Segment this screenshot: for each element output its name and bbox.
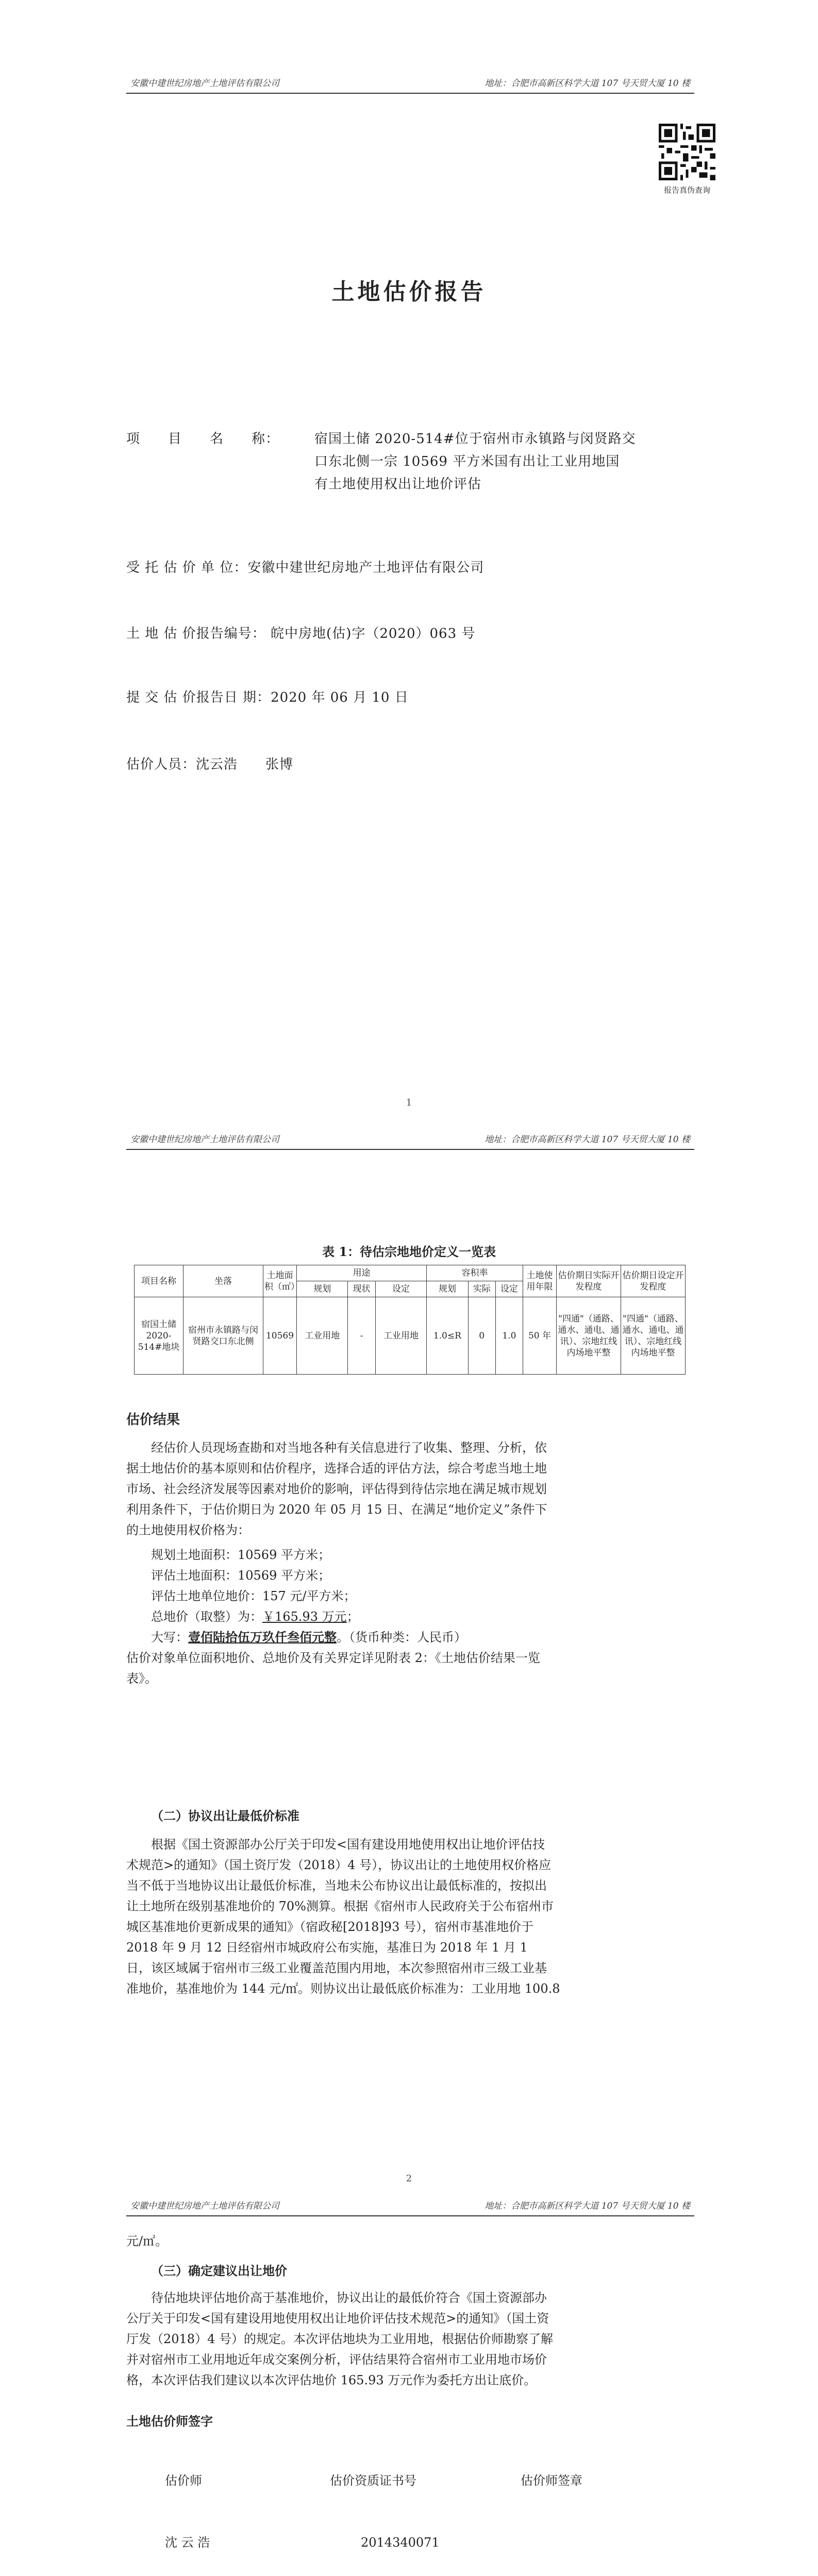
result-paragraph <box>126 1437 693 1689</box>
th-project: 项目名称 <box>135 1265 183 1297</box>
th-dev-set: 估价期日设定开发程度 <box>621 1265 686 1297</box>
col-appraiser: 估价师 <box>165 2473 202 2488</box>
text-line: 当不低于当地协议出让最低价标准，当地未公布协议出让最低标准的，按拟出 <box>126 1878 547 1893</box>
text-line: 待估地块评估地价高于基准地价，协议出让的最低价符合《国土资源部办 <box>151 2291 547 2305</box>
report-title: 土地估价报告 <box>331 279 487 305</box>
text-line: 厅发（2018）4 号）的规定。本次评估地块为工业用地，根据估价师勘察了解 <box>126 2332 553 2346</box>
section2-continuation: 元/㎡。 <box>126 2234 168 2248</box>
text-line: 让土地所在级别基准地价的 70%测算。根据《宿州市人民政府关于公布宿州市 <box>126 1899 554 1913</box>
signature-heading: 土地估价师签字 <box>126 2414 213 2429</box>
text-line: 估价对象单位面积地价、总地价及有关界定详见附表 2：《土地估价结果一览 <box>126 1651 540 1665</box>
land-price-table <box>134 1265 686 1375</box>
header-address: 地址：合肥市高新区科学大道 107 号天贸大厦 10 楼 <box>485 2201 690 2211</box>
col-cert-no: 估价资质证书号 <box>330 2473 416 2488</box>
unit-price: 评估土地单位地价：157 元/平方米； <box>151 1589 356 1603</box>
report-date-line: 提 交 估 价报告日 期：2020 年 06 月 10 日 <box>126 690 409 705</box>
table-row <box>135 1297 686 1375</box>
text-line: 术规范>的通知》（国土资厅发（2018）4 号），协议出让的土地使用权价格应 <box>126 1858 552 1872</box>
text-line: 据土地估价的基本原则和估价程序，选择合适的评估方法，综合考虑当地土地 <box>126 1461 547 1476</box>
text-line: 的土地使用权价格为： <box>126 1523 250 1537</box>
header-address: 地址：合肥市高新区科学大道 107 号天贸大厦 10 楼 <box>485 78 690 89</box>
appraiser-name: 沈 云 浩 <box>165 2535 210 2550</box>
page-header-2 <box>126 1118 694 1150</box>
th-use: 用途 <box>297 1265 427 1281</box>
th-far: 容积率 <box>427 1265 523 1281</box>
th-far-plan: 规划 <box>427 1281 469 1297</box>
project-name <box>314 428 644 496</box>
capital-price <box>126 1627 693 1648</box>
section3-heading: （三）确定建议出让地价 <box>151 2263 287 2278</box>
text-line: 准地价，基准地价为 144 元/㎡。则协议出让最低底价标准为：工业用地 100.8 <box>126 1981 560 1996</box>
cell-far-actual: 0 <box>468 1297 495 1375</box>
page-header-1 <box>126 62 694 94</box>
text-line: 日，该区域属于宿州市三级工业覆盖范围内用地，本次参照宿州市三级工业基 <box>126 1961 547 1975</box>
appraiser-cert: 2014340071 <box>361 2535 440 2550</box>
plan-area: 规划土地面积：10569 平方米； <box>151 1548 330 1562</box>
cell-area: 10569 <box>263 1297 297 1375</box>
header-address: 地址：合肥市高新区科学大道 107 号天贸大厦 10 楼 <box>485 1134 690 1145</box>
text-line: 公厅关于印发<国有建设用地使用权出让地价评估技术规范>的通知》（国土资 <box>126 2311 549 2326</box>
th-area: 土地面积（㎡） <box>263 1265 297 1297</box>
text-line: 市场、社会经济发展等因素对地价的影响，评估得到待估宗地在满足城市规划 <box>126 1482 547 1496</box>
qr-caption: 报告真伪查询 <box>663 185 710 195</box>
page-number: 2 <box>406 2173 412 2184</box>
total-label: 总地价（取整）为： <box>151 1609 262 1624</box>
th-use-actual: 现状 <box>348 1281 375 1297</box>
th-years: 土地使用年限 <box>523 1265 557 1297</box>
section2-paragraph <box>126 1834 693 1999</box>
cell-far-set: 1.0 <box>495 1297 523 1375</box>
project-line: 有土地使用权出让地价评估 <box>314 477 482 492</box>
col-signature: 估价师签章 <box>521 2473 582 2488</box>
project-line: 宿国土储 2020-514#位于宿州市永镇路与闵贤路交 <box>314 431 636 447</box>
cell-dev-actual: "四通"（通路、通水、通电、通讯）、宗地红线内场地平整 <box>557 1297 621 1375</box>
th-location: 坐落 <box>183 1265 263 1297</box>
section3-paragraph <box>126 2287 693 2391</box>
appraisers-line: 估价人员：沈云浩 张博 <box>126 757 294 772</box>
cell-use-set: 工业用地 <box>375 1297 426 1375</box>
text-line: 经估价人员现场查勘和对当地各种有关信息进行了收集、整理、分析，依 <box>151 1440 547 1455</box>
th-dev-actual: 估价期日实际开发程度 <box>557 1265 621 1297</box>
table-header-row <box>135 1265 686 1281</box>
capital-value: 壹佰陆拾伍万玖仟叁佰元整 <box>188 1630 337 1645</box>
page-header-3 <box>126 2184 694 2216</box>
th-far-actual: 实际 <box>468 1281 495 1297</box>
qr-code-icon[interactable] <box>659 124 715 180</box>
section2-heading: （二）协议出让最低价标准 <box>151 1808 299 1823</box>
cell-dev-set: "四通"（通路、通水、通电、通讯）、宗地红线内场地平整 <box>621 1297 686 1375</box>
header-company: 安徽中建世纪房地产土地评估有限公司 <box>130 1134 279 1145</box>
total-suffix: ； <box>346 1609 359 1624</box>
cell-far-plan: 1.0≤R <box>427 1297 469 1375</box>
table-caption: 表 1：待估宗地地价定义一览表 <box>322 1244 496 1259</box>
capital-suffix: 。（货币种类：人民币） <box>337 1630 466 1645</box>
cell-project: 宿国土储 2020-514#地块 <box>135 1297 183 1375</box>
client-line: 受 托 估 价 单 位：安徽中建世纪房地产土地评估有限公司 <box>126 560 485 575</box>
eval-area: 评估土地面积：10569 平方米； <box>151 1568 330 1583</box>
th-use-set: 设定 <box>375 1281 426 1297</box>
header-company: 安徽中建世纪房地产土地评估有限公司 <box>130 2201 279 2211</box>
text-line: 根据《国土资源部办公厅关于印发<国有建设用地使用权出让地价评估技 <box>151 1837 545 1852</box>
text-line: 利用条件下，于估价期日为 2020 年 05 月 15 日、在满足“地价定义”条件下 <box>126 1502 547 1517</box>
report-number-line: 土 地 估 价报告编号： 皖中房地(估)字（2020）063 号 <box>126 626 476 641</box>
text-line: 城区基准地价更新成果的通知》（宿政秘[2018]93 号），宿州市基准地价于 <box>126 1920 533 1934</box>
cell-location: 宿州市永镇路与闵贤路交口东北侧 <box>183 1297 263 1375</box>
result-heading: 估价结果 <box>126 1412 180 1428</box>
text-line: 表》。 <box>126 1671 157 1686</box>
header-company: 安徽中建世纪房地产土地评估有限公司 <box>130 78 279 89</box>
text-line: 并对宿州市工业用地近年成交案例分析，评估结果符合宿州市工业用地市场价 <box>126 2352 547 2367</box>
cell-years: 50 年 <box>523 1297 557 1375</box>
th-far-set: 设定 <box>495 1281 523 1297</box>
total-price <box>126 1606 693 1627</box>
project-line: 口东北侧一宗 10569 平方米国有出让工业用地国 <box>314 454 620 469</box>
project-label: 项 目 名 称： <box>126 431 280 447</box>
capital-label: 大写： <box>151 1630 188 1645</box>
text-line: 2018 年 9 月 12 日经宿州市城政府公布实施，基准日为 2018 年 1 月 1 <box>126 1940 528 1955</box>
total-value: ￥165.93 万元 <box>262 1609 347 1624</box>
cell-use-actual: - <box>348 1297 375 1375</box>
th-use-plan: 规划 <box>297 1281 348 1297</box>
text-line: 格，本次评估我们建议以本次评估地价 165.93 万元作为委托方出让底价。 <box>126 2373 537 2387</box>
page-number: 1 <box>406 1097 412 1108</box>
cell-use-plan: 工业用地 <box>297 1297 348 1375</box>
